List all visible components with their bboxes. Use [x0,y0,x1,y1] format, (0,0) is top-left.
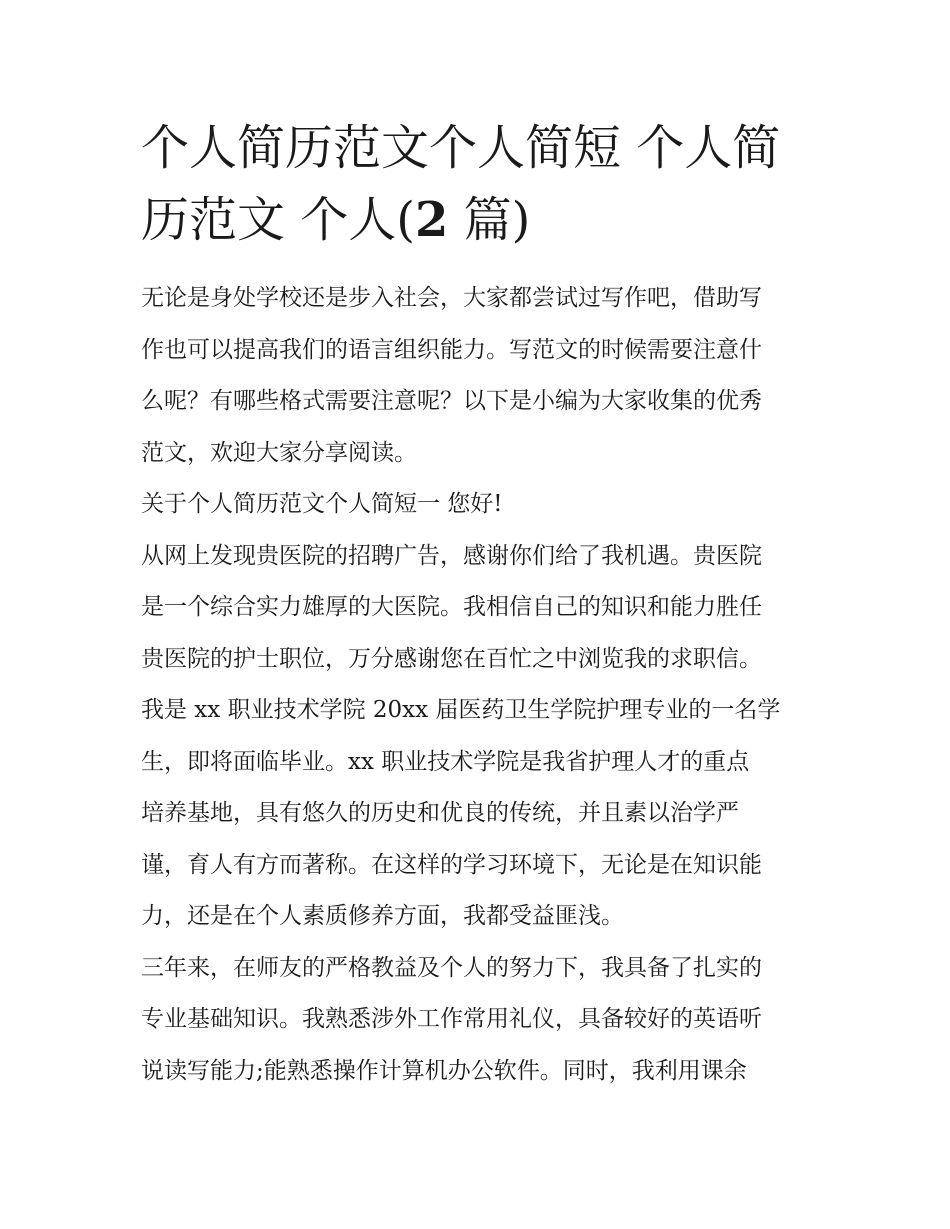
document-title [141,112,817,256]
text-line: 力，还是在个人素质修养方面，我都受益匪浅。 [141,903,624,929]
title-line-1: 个人简历范文个人简短 个人简 [141,120,781,176]
paragraph-greeting [141,479,817,531]
paragraph-intro [141,273,817,479]
text-line: 说读写能力;能熟悉操作计算机办公软件。同时，我利用课余 [141,1057,747,1084]
text-line: 范文，欢迎大家分享阅读。 [141,439,417,466]
text-line: 是一个综合实力雄厚的大医院。我相信自己的知识和能力胜任 [141,594,762,620]
text-line: 么呢？有哪些格式需要注意呢？以下是小编为大家收集的优秀 [141,388,762,414]
title-line-2-suffix: 篇) [448,192,531,248]
text-line: 三年来，在师友的严格教益及个人的努力下，我具备了扎实的 [141,954,762,981]
text-line: 专业基础知识。我熟悉涉外工作常用礼仪，具备较好的英语听 [141,1006,762,1032]
text-line: 生，即将面临毕业。xx 职业技术学院是我省护理人才的重点 [141,748,750,775]
text-line: 从网上发现贵医院的招聘广告，感谢你们给了我机遇。贵医院 [141,542,762,569]
title-line-2-prefix: 历范文 个人( [141,192,415,248]
text-line: 作也可以提高我们的语言组织能力。写范文的时候需要注意什 [141,336,762,363]
paragraph-body-1 [141,531,817,943]
paragraph-body-2 [141,943,817,1098]
text-line: 贵医院的护士职位，万分感谢您在百忙之中浏览我的求职信。 [141,645,762,672]
text-line: 我是 xx 职业技术学院 20xx 届医药卫生学院护理专业的一名学 [141,697,781,723]
text-line: 培养基地，具有悠久的历史和优良的传统，并且素以治学严 [141,800,739,826]
text-line: 关于个人简历范文个人简短一 您好! [141,491,503,517]
text-line: 谨，育人有方而著称。在这样的学习环境下，无论是在知识能 [141,851,762,878]
title-line-2 [141,184,817,256]
document-body [141,273,817,1097]
text-line: 无论是身处学校还是步入社会，大家都尝试过写作吧，借助写 [141,285,762,311]
title-count: 2 [415,192,449,248]
document-content [141,112,817,1097]
